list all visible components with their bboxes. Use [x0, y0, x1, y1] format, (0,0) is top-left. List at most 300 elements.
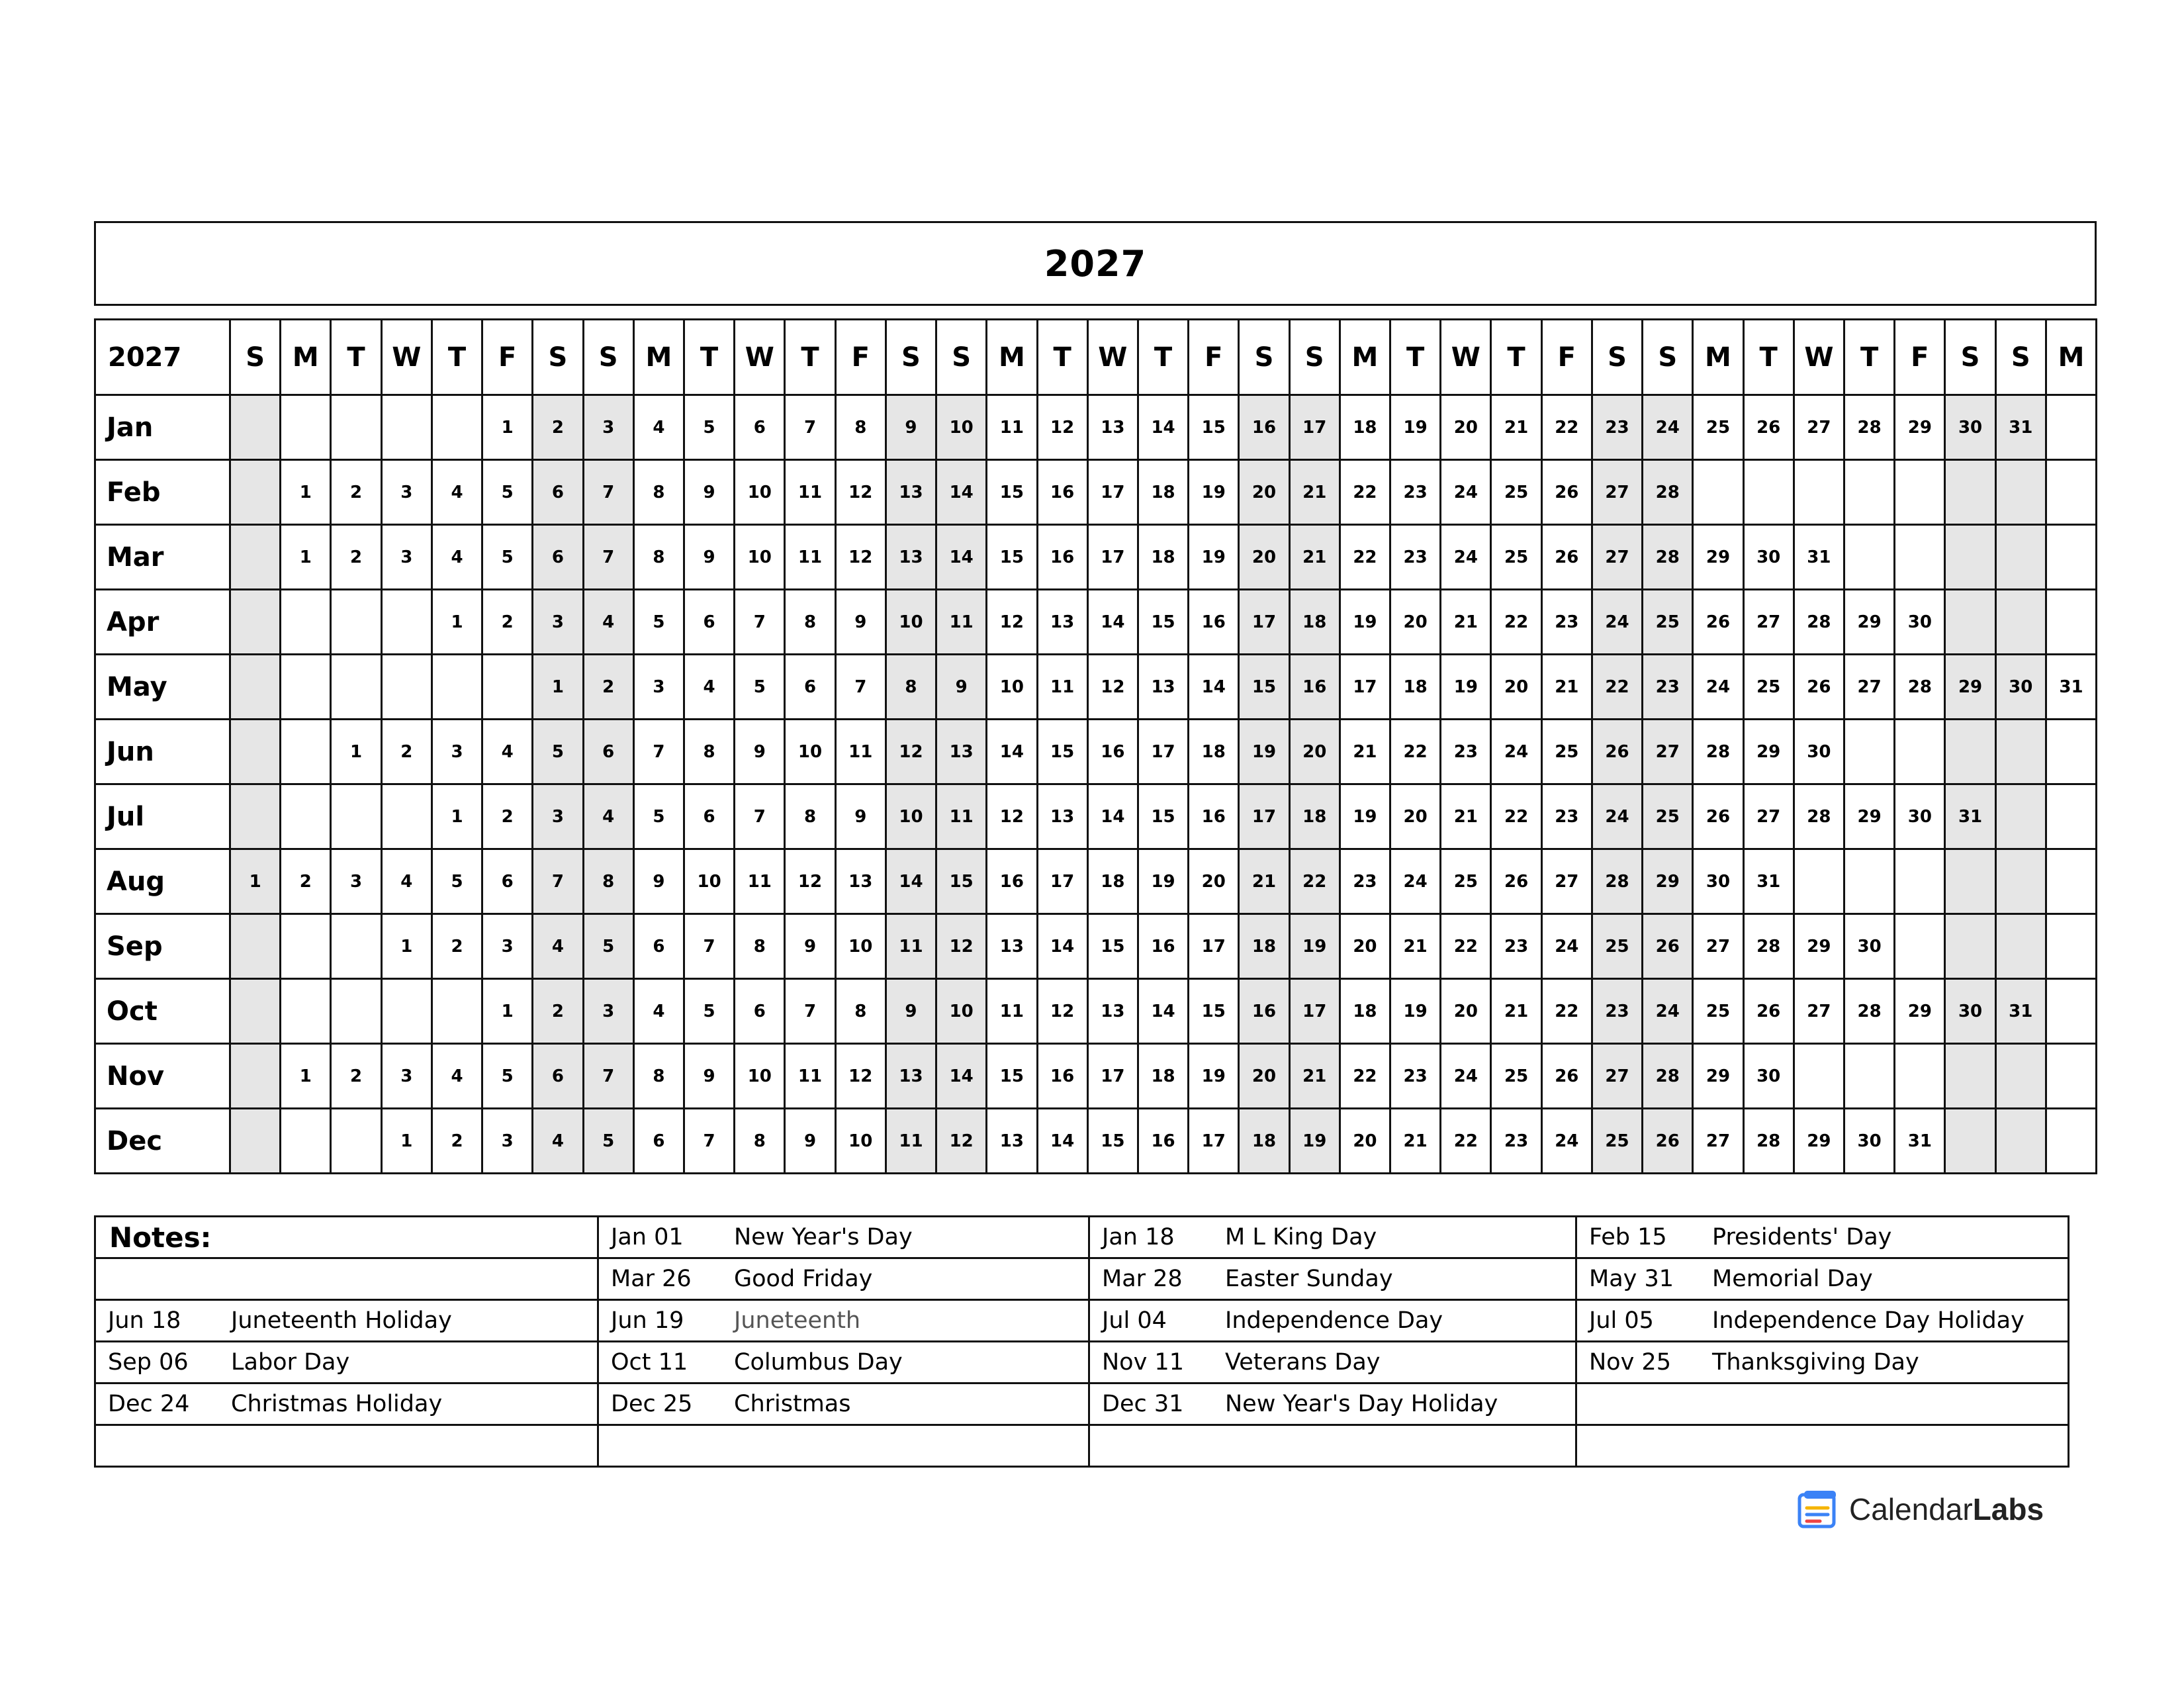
day-cell: 13	[886, 460, 936, 525]
holiday-date: Jun 19	[611, 1307, 684, 1334]
day-cell: 12	[835, 1044, 886, 1109]
empty-cell	[230, 914, 281, 979]
day-cell: 16	[1138, 1109, 1188, 1174]
day-cell: 28	[1895, 655, 1945, 720]
weekday-header: F	[1189, 320, 1239, 395]
day-cell: 27	[1592, 1044, 1642, 1109]
day-cell: 5	[633, 784, 684, 849]
holiday-cell	[598, 1258, 1089, 1300]
day-cell: 9	[886, 395, 936, 460]
day-cell: 27	[1693, 1109, 1743, 1174]
weekday-header: T	[1390, 320, 1441, 395]
empty-cell	[230, 784, 281, 849]
day-cell: 20	[1239, 460, 1289, 525]
day-cell: 21	[1541, 655, 1592, 720]
day-cell: 10	[835, 914, 886, 979]
day-cell: 27	[1643, 720, 1693, 784]
year-calendar-table	[94, 318, 2097, 1174]
day-cell: 16	[1037, 460, 1087, 525]
day-cell: 5	[684, 395, 734, 460]
weekday-header: T	[331, 320, 381, 395]
weekday-header: S	[1592, 320, 1642, 395]
holiday-date: Nov 11	[1102, 1349, 1184, 1376]
day-cell: 13	[1037, 590, 1087, 655]
day-cell: 11	[886, 1109, 936, 1174]
day-cell: 18	[1340, 395, 1390, 460]
holiday-cell	[1089, 1300, 1576, 1342]
day-cell: 6	[533, 460, 583, 525]
day-cell: 20	[1340, 1109, 1390, 1174]
month-row-sep	[95, 914, 2097, 979]
weekday-header: M	[2046, 320, 2096, 395]
holiday-date: Oct 11	[611, 1349, 688, 1376]
day-cell: 6	[482, 849, 533, 914]
day-cell: 3	[583, 395, 633, 460]
day-cell: 7	[583, 1044, 633, 1109]
day-cell: 10	[886, 590, 936, 655]
day-cell: 18	[1340, 979, 1390, 1044]
day-cell: 17	[1239, 590, 1289, 655]
empty-note-cell	[598, 1425, 1089, 1467]
day-cell: 2	[381, 720, 432, 784]
day-cell: 3	[533, 590, 583, 655]
month-row-jul	[95, 784, 2097, 849]
weekday-header: S	[583, 320, 633, 395]
day-cell: 18	[1289, 590, 1340, 655]
day-cell: 27	[1693, 914, 1743, 979]
day-cell: 3	[482, 1109, 533, 1174]
day-cell: 10	[735, 460, 785, 525]
month-label: Apr	[95, 590, 230, 655]
empty-cell	[230, 1044, 281, 1109]
month-row-mar	[95, 525, 2097, 590]
month-label: Nov	[95, 1044, 230, 1109]
day-cell: 27	[1743, 590, 1794, 655]
day-cell: 18	[1189, 720, 1239, 784]
day-cell: 12	[936, 914, 987, 979]
day-cell: 21	[1289, 525, 1340, 590]
weekday-header: W	[1794, 320, 1844, 395]
weekday-header: S	[936, 320, 987, 395]
day-cell: 30	[1844, 914, 1895, 979]
day-cell: 12	[936, 1109, 987, 1174]
day-cell: 19	[1239, 720, 1289, 784]
day-cell: 10	[785, 720, 835, 784]
day-cell: 23	[1541, 590, 1592, 655]
day-cell: 4	[583, 590, 633, 655]
day-cell: 25	[1491, 525, 1541, 590]
day-cell: 1	[482, 395, 533, 460]
empty-cell	[1844, 460, 1895, 525]
day-cell: 26	[1693, 590, 1743, 655]
empty-cell	[1844, 849, 1895, 914]
month-label: Aug	[95, 849, 230, 914]
month-row-jan	[95, 395, 2097, 460]
day-cell: 11	[1037, 655, 1087, 720]
day-cell: 4	[533, 1109, 583, 1174]
day-cell: 4	[633, 395, 684, 460]
day-cell: 6	[684, 784, 734, 849]
holiday-name: Columbus Day	[734, 1349, 903, 1376]
empty-cell	[1995, 525, 2046, 590]
day-cell: 27	[1743, 784, 1794, 849]
day-cell: 6	[533, 525, 583, 590]
day-cell: 23	[1592, 979, 1642, 1044]
month-row-may	[95, 655, 2097, 720]
weekday-header: M	[1340, 320, 1390, 395]
day-cell: 3	[533, 784, 583, 849]
notes-table	[94, 1215, 2070, 1468]
day-cell: 20	[1239, 525, 1289, 590]
day-cell: 27	[1794, 979, 1844, 1044]
day-cell: 6	[684, 590, 734, 655]
day-cell: 8	[835, 979, 886, 1044]
holiday-cell	[1576, 1300, 2069, 1342]
month-label: Sep	[95, 914, 230, 979]
day-cell: 24	[1643, 395, 1693, 460]
day-cell: 16	[1239, 395, 1289, 460]
day-cell: 21	[1289, 460, 1340, 525]
day-cell: 11	[936, 590, 987, 655]
day-cell: 3	[432, 720, 482, 784]
day-cell: 24	[1592, 590, 1642, 655]
weekday-header: S	[886, 320, 936, 395]
day-cell: 7	[735, 590, 785, 655]
day-cell: 29	[1844, 784, 1895, 849]
holiday-date: Mar 28	[1102, 1266, 1183, 1292]
day-cell: 20	[1390, 590, 1441, 655]
day-cell: 22	[1441, 1109, 1491, 1174]
weekday-header: S	[1643, 320, 1693, 395]
holiday-date: Nov 25	[1589, 1349, 1671, 1376]
holiday-date: Jul 05	[1589, 1307, 1654, 1334]
notes-row	[95, 1300, 2069, 1342]
day-cell: 16	[1189, 784, 1239, 849]
day-cell: 2	[583, 655, 633, 720]
day-cell: 30	[1794, 720, 1844, 784]
day-cell: 12	[785, 849, 835, 914]
day-cell: 2	[281, 849, 331, 914]
day-cell: 26	[1541, 460, 1592, 525]
day-cell: 18	[1390, 655, 1441, 720]
day-cell: 11	[785, 460, 835, 525]
empty-cell	[230, 395, 281, 460]
empty-cell	[281, 590, 331, 655]
day-cell: 22	[1592, 655, 1642, 720]
weekday-header: T	[1037, 320, 1087, 395]
weekday-header: S	[533, 320, 583, 395]
day-cell: 19	[1390, 979, 1441, 1044]
holiday-name: Juneteenth Holiday	[231, 1307, 452, 1334]
day-cell: 9	[633, 849, 684, 914]
holiday-cell	[598, 1300, 1089, 1342]
day-cell: 26	[1491, 849, 1541, 914]
month-row-apr	[95, 590, 2097, 655]
empty-cell	[2046, 784, 2096, 849]
day-cell: 26	[1541, 1044, 1592, 1109]
day-cell: 24	[1441, 525, 1491, 590]
holiday-cell	[598, 1217, 1089, 1258]
year-label: 2027	[95, 320, 230, 395]
weekday-header: S	[1995, 320, 2046, 395]
empty-cell	[1743, 460, 1794, 525]
day-cell: 4	[381, 849, 432, 914]
day-cell: 28	[1643, 525, 1693, 590]
day-cell: 6	[785, 655, 835, 720]
day-cell: 2	[331, 460, 381, 525]
day-cell: 26	[1592, 720, 1642, 784]
day-cell: 11	[735, 849, 785, 914]
day-cell: 16	[1037, 1044, 1087, 1109]
empty-cell	[1794, 1044, 1844, 1109]
day-cell: 6	[583, 720, 633, 784]
calendar-icon	[1797, 1489, 1840, 1529]
day-cell: 22	[1390, 720, 1441, 784]
day-cell: 10	[735, 525, 785, 590]
day-cell: 9	[684, 460, 734, 525]
weekday-header: S	[1289, 320, 1340, 395]
logo-text: CalendarLabs	[1849, 1492, 2044, 1526]
weekday-header: M	[987, 320, 1037, 395]
day-cell: 27	[1592, 525, 1642, 590]
day-cell: 15	[1037, 720, 1087, 784]
month-label: Oct	[95, 979, 230, 1044]
day-cell: 7	[835, 655, 886, 720]
empty-cell	[2046, 395, 2096, 460]
day-cell: 17	[1087, 525, 1138, 590]
day-cell: 18	[1239, 914, 1289, 979]
empty-cell	[331, 395, 381, 460]
day-cell: 11	[987, 979, 1037, 1044]
day-cell: 30	[1743, 1044, 1794, 1109]
day-cell: 21	[1441, 784, 1491, 849]
day-cell: 28	[1794, 590, 1844, 655]
empty-cell	[281, 395, 331, 460]
weekday-header: M	[1693, 320, 1743, 395]
day-cell: 14	[886, 849, 936, 914]
weekday-header: W	[1087, 320, 1138, 395]
notes-row	[95, 1217, 2069, 1258]
weekday-header-row	[95, 320, 2097, 395]
empty-cell	[381, 784, 432, 849]
day-cell: 21	[1239, 849, 1289, 914]
day-cell: 8	[785, 784, 835, 849]
day-cell: 14	[1037, 914, 1087, 979]
notes-row	[95, 1342, 2069, 1383]
day-cell: 30	[1945, 979, 1995, 1044]
day-cell: 28	[1794, 784, 1844, 849]
day-cell: 9	[785, 1109, 835, 1174]
day-cell: 14	[936, 460, 987, 525]
day-cell: 20	[1239, 1044, 1289, 1109]
day-cell: 10	[936, 395, 987, 460]
day-cell: 8	[785, 590, 835, 655]
holiday-cell	[1089, 1258, 1576, 1300]
day-cell: 12	[835, 525, 886, 590]
empty-cell	[1945, 849, 1995, 914]
day-cell: 23	[1390, 1044, 1441, 1109]
day-cell: 10	[987, 655, 1037, 720]
day-cell: 31	[1945, 784, 1995, 849]
day-cell: 27	[1794, 395, 1844, 460]
day-cell: 13	[1138, 655, 1188, 720]
day-cell: 29	[1895, 979, 1945, 1044]
day-cell: 24	[1592, 784, 1642, 849]
day-cell: 21	[1491, 395, 1541, 460]
empty-cell	[230, 1109, 281, 1174]
holiday-cell	[598, 1383, 1089, 1425]
day-cell: 25	[1643, 784, 1693, 849]
empty-cell	[331, 784, 381, 849]
holiday-name: Labor Day	[231, 1349, 350, 1376]
day-cell: 14	[1087, 784, 1138, 849]
day-cell: 8	[633, 460, 684, 525]
day-cell: 25	[1592, 1109, 1642, 1174]
day-cell: 22	[1441, 914, 1491, 979]
day-cell: 21	[1390, 914, 1441, 979]
day-cell: 19	[1189, 525, 1239, 590]
empty-cell	[1945, 720, 1995, 784]
day-cell: 9	[835, 590, 886, 655]
weekday-header: M	[281, 320, 331, 395]
day-cell: 6	[735, 395, 785, 460]
weekday-header: T	[432, 320, 482, 395]
day-cell: 17	[1239, 784, 1289, 849]
month-label: Dec	[95, 1109, 230, 1174]
holiday-cell	[1576, 1258, 2069, 1300]
day-cell: 25	[1693, 979, 1743, 1044]
empty-cell	[381, 590, 432, 655]
weekday-header: W	[1441, 320, 1491, 395]
day-cell: 30	[1844, 1109, 1895, 1174]
day-cell: 17	[1037, 849, 1087, 914]
day-cell: 17	[1340, 655, 1390, 720]
day-cell: 22	[1340, 460, 1390, 525]
day-cell: 18	[1138, 1044, 1188, 1109]
day-cell: 23	[1491, 1109, 1541, 1174]
day-cell: 10	[735, 1044, 785, 1109]
holiday-cell	[1089, 1383, 1576, 1425]
empty-cell	[1794, 460, 1844, 525]
day-cell: 3	[633, 655, 684, 720]
day-cell: 11	[936, 784, 987, 849]
day-cell: 25	[1592, 914, 1642, 979]
empty-cell	[1995, 590, 2046, 655]
day-cell: 4	[633, 979, 684, 1044]
day-cell: 25	[1441, 849, 1491, 914]
day-cell: 19	[1289, 1109, 1340, 1174]
empty-cell	[432, 979, 482, 1044]
empty-cell	[2046, 914, 2096, 979]
day-cell: 25	[1693, 395, 1743, 460]
day-cell: 27	[1592, 460, 1642, 525]
day-cell: 4	[432, 525, 482, 590]
day-cell: 15	[1239, 655, 1289, 720]
notes-row	[95, 1383, 2069, 1425]
day-cell: 8	[633, 525, 684, 590]
empty-cell	[2046, 720, 2096, 784]
day-cell: 15	[987, 1044, 1037, 1109]
empty-cell	[1995, 914, 2046, 979]
day-cell: 25	[1491, 460, 1541, 525]
day-cell: 25	[1743, 655, 1794, 720]
empty-cell	[2046, 979, 2096, 1044]
day-cell: 7	[533, 849, 583, 914]
empty-cell	[1995, 1044, 2046, 1109]
day-cell: 20	[1289, 720, 1340, 784]
day-cell: 2	[432, 914, 482, 979]
month-row-dec	[95, 1109, 2097, 1174]
day-cell: 29	[1693, 525, 1743, 590]
day-cell: 4	[583, 784, 633, 849]
weekday-header: T	[684, 320, 734, 395]
empty-cell	[281, 979, 331, 1044]
month-row-feb	[95, 460, 2097, 525]
day-cell: 23	[1390, 460, 1441, 525]
day-cell: 6	[633, 1109, 684, 1174]
day-cell: 31	[1743, 849, 1794, 914]
day-cell: 29	[1794, 1109, 1844, 1174]
day-cell: 29	[1895, 395, 1945, 460]
day-cell: 24	[1541, 1109, 1592, 1174]
weekday-header: F	[1541, 320, 1592, 395]
day-cell: 23	[1340, 849, 1390, 914]
empty-cell	[432, 395, 482, 460]
month-label: Jan	[95, 395, 230, 460]
holiday-name: Good Friday	[734, 1266, 873, 1292]
holiday-cell	[1089, 1217, 1576, 1258]
day-cell: 7	[785, 395, 835, 460]
empty-cell	[1995, 1109, 2046, 1174]
weekday-header: M	[633, 320, 684, 395]
empty-cell	[381, 655, 432, 720]
day-cell: 10	[936, 979, 987, 1044]
day-cell: 14	[1189, 655, 1239, 720]
empty-cell	[1794, 849, 1844, 914]
day-cell: 17	[1289, 979, 1340, 1044]
title-box	[94, 221, 2097, 306]
month-label: May	[95, 655, 230, 720]
holiday-date: Jan 01	[611, 1224, 684, 1250]
empty-note-cell	[95, 1425, 598, 1467]
day-cell: 29	[1643, 849, 1693, 914]
day-cell: 29	[1945, 655, 1995, 720]
day-cell: 24	[1491, 720, 1541, 784]
day-cell: 5	[633, 590, 684, 655]
day-cell: 23	[1541, 784, 1592, 849]
holiday-name: New Year's Day	[734, 1224, 913, 1250]
day-cell: 3	[381, 525, 432, 590]
day-cell: 8	[735, 1109, 785, 1174]
holiday-name: New Year's Day Holiday	[1225, 1391, 1498, 1417]
empty-cell	[230, 590, 281, 655]
empty-cell	[331, 1109, 381, 1174]
day-cell: 17	[1138, 720, 1188, 784]
empty-cell	[331, 590, 381, 655]
empty-cell	[1945, 914, 1995, 979]
day-cell: 21	[1390, 1109, 1441, 1174]
day-cell: 13	[987, 914, 1037, 979]
day-cell: 16	[1239, 979, 1289, 1044]
day-cell: 15	[987, 525, 1037, 590]
day-cell: 22	[1541, 979, 1592, 1044]
day-cell: 7	[684, 914, 734, 979]
month-label: Mar	[95, 525, 230, 590]
day-cell: 4	[482, 720, 533, 784]
day-cell: 17	[1087, 460, 1138, 525]
day-cell: 28	[1844, 395, 1895, 460]
day-cell: 21	[1340, 720, 1390, 784]
